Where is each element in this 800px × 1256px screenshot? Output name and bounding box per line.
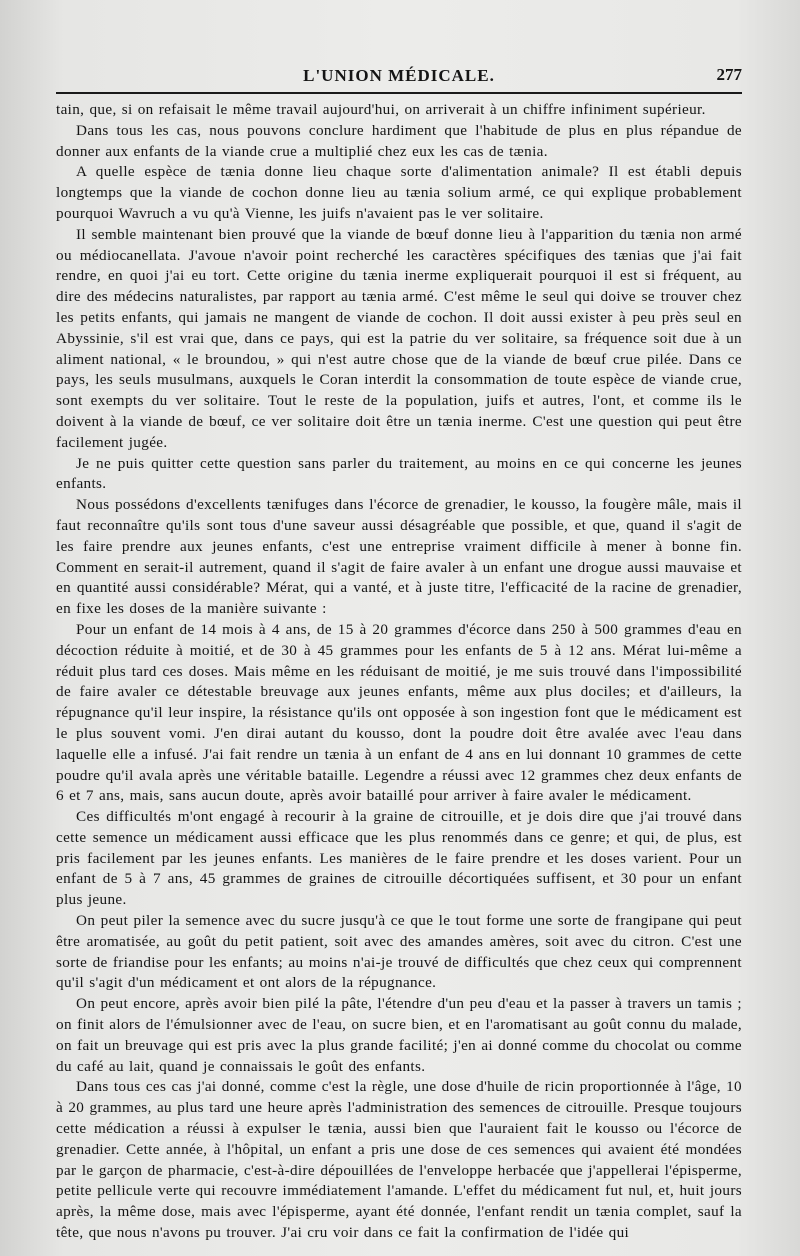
paragraph-continuation: tain, que, si on refaisait le même travail aujourd'hui, on arriverait à un chiffre infiniment supérieur. (56, 101, 706, 118)
paragraph: Il semble maintenant bien prouvé que la viande de bœuf donne lieu à l'apparition du tænia non armé ou médiocanellata. J'avoue n'avoir point recherché les caractères spécifiques des tænias que j'ai fait rendre, en quoi j'ai eu tort. Cette origine du tænia inerme expliquerait pourquoi il est si fréquent, au dire des médecins naturalistes, par rapport au tænia armé. C'est même le seul qui doive se trouver chez les petits enfants, qui jamais ne mangent de viande de cochon. Il doit aussi exister à peu près seul en Abyssinie, s'il est vrai que, dans ce pays, qui est la patrie du ver solitaire, sa fréquence soit due à un aliment national, « le broundou, » qui n'est autre chose que de la viande de bœuf crue pilée. Dans ce pays, les seuls musulmans, auxquels le Coran interdit la consommation de toute espèce de viande crue, sont exempts du ver solitaire. Tout le reste de la population, juifs et autres, l'ont, et comme ils le doivent à la viande de bœuf, ce ver solitaire doit être un tænia inerme. C'est une question qui peut être facilement jugée. (56, 225, 742, 451)
article-body (56, 100, 742, 1244)
paragraph: Dans tous ces cas j'ai donné, comme c'est la règle, une dose d'huile de ricin proportionnée à l'âge, 10 à 20 grammes, au plus tard une heure après l'administration des semences de citrouille. Presque toujours cette médication a réussi à expulser le tænia, aussi bien que l'auraient fait le kousso ou l'écorce de grenadier. Cette année, à l'hôpital, un enfant a pris une dose de ces semences qui avaient été mondées par le garçon de pharmacie, c'est-à-dire dépouillées de l'enveloppe herbacée que j'appellerai l'épisperme, petite pellicule verte qui recouvre immédiatement l'amande. L'effet du médicament fut nul, et, huit jours après, la même dose, mais avec l'épisperme, ayant été donnée, l'enfant rendit un tænia complet, sauf la tête, que nous n'avons pu trouver. J'ai cru voir dans ce fait la confirmation de l'idée qui (56, 1078, 742, 1242)
paragraph: Je ne puis quitter cette question sans parler du traitement, au moins en ce qui concerne les jeunes enfants. (56, 454, 742, 493)
running-header (56, 62, 742, 94)
paragraph: A quelle espèce de tænia donne lieu chaque sorte d'alimentation animale? Il est établi depuis longtemps que la viande de cochon donne lieu au tænia solium armé, ce qui explique probablement pourquoi Wavruch a vu qu'à Vienne, les juifs n'avaient pas le ver solitaire. (56, 163, 742, 222)
paragraph: Pour un enfant de 14 mois à 4 ans, de 15 à 20 grammes d'écorce dans 250 à 500 grammes d'eau en décoction réduite à moitié, et de 30 à 45 grammes pour les enfants de 5 à 12 ans. Mérat lui-même a réduit plus tard ces doses. Mais même en les réduisant de moitié, je me suis trouvé dans l'impossibilité de faire avaler ce détestable breuvage aux jeunes enfants, même aux plus dociles; et d'ailleurs, la répugnance qu'il leur inspire, la résistance qu'ils ont opposée à son ingestion font que le médicament est le plus souvent vomi. J'en dirai autant du kousso, dont la poudre doit être avalée avec l'eau dans laquelle elle a infusé. J'ai fait rendre un tænia à un enfant de 4 ans en lui donnant 10 grammes de cette poudre qu'il avala après une véritable bataille. Legendre a réussi avec 12 grammes chez deux enfants de 6 et 7 ans, mais, sans aucun doute, après avoir bataillé pour arriver à faire avaler le médicament. (56, 620, 742, 805)
paragraph: Dans tous les cas, nous pouvons conclure hardiment que l'habitude de plus en plus répandue de donner aux enfants de la viande crue a multiplié chez eux les cas de tænia. (56, 121, 742, 160)
journal-title: L'UNION MÉDICALE. (303, 66, 495, 85)
paragraph: Ces difficultés m'ont engagé à recourir à la graine de citrouille, et je dois dire que j'ai trouvé dans cette semence un médicament aussi efficace que les plus renommés dans ce genre; et qui, de plus, est pris facilement par les jeunes enfants. Les manières de le faire prendre et les doses varient. Pour un enfant de 5 à 7 ans, 45 grammes de graines de citrouille décortiquées suffisent, et 30 pour un enfant plus jeune. (56, 808, 742, 909)
paragraph: Nous possédons d'excellents tænifuges dans l'écorce de grenadier, le kousso, la fougère mâle, mais il faut reconnaître qu'ils sont tous d'une saveur aussi désagréable que possible, et que, quand il s'agit de les faire prendre aux jeunes enfants, c'est une entreprise vraiment difficile à mener à bonne fin. Comment en serait-il autrement, quand il s'agit de faire avaler à un enfant une drogue aussi mauvaise et en quantité aussi considérable? Mérat, qui a vanté, et à juste titre, l'efficacité de la racine de grenadier, en fixe les doses de la manière suivante : (56, 496, 742, 618)
paragraph: On peut encore, après avoir bien pilé la pâte, l'étendre d'un peu d'eau et la passer à travers un tamis ; on finit alors de l'émulsionner avec de l'eau, on sucre bien, et en l'aromatisant au goût connu du malade, on fait un breuvage qui est pris avec la plus grande facilité; j'en ai donné comme du chocolat ou comme du café au lait, quand je connaissais le goût des enfants. (56, 995, 742, 1075)
paragraph: On peut piler la semence avec du sucre jusqu'à ce que le tout forme une sorte de frangipane qui peut être aromatisée, au goût du petit patient, soit avec des amandes amères, soit avec du citron. C'est une sorte de friandise pour les enfants; au moins n'ai-je trouvé de difficultés que chez ceux qui comprennent qu'il s'agit d'un médicament et ont alors de la répugnance. (56, 912, 742, 992)
page-number: 277 (716, 65, 742, 84)
